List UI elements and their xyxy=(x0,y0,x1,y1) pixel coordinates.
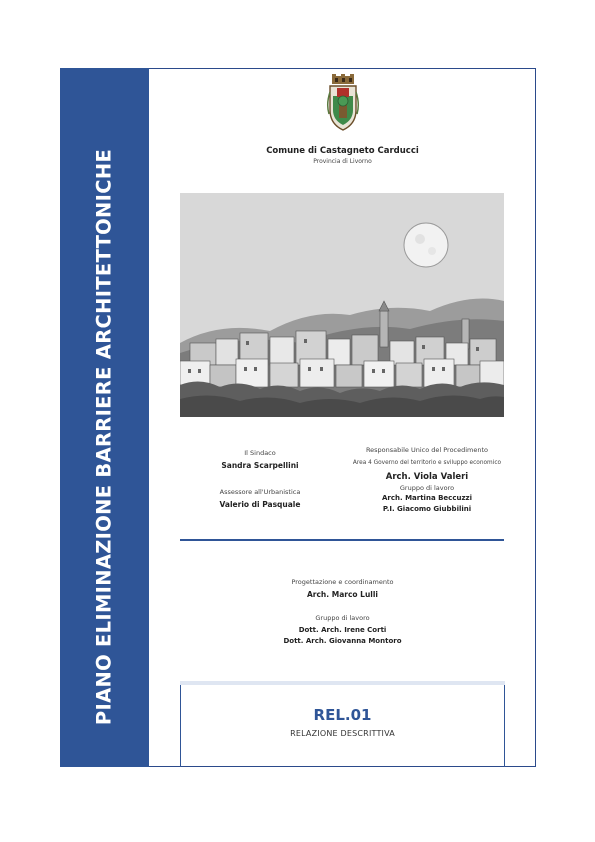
gruppo-role-center: Gruppo di lavoro xyxy=(315,614,370,622)
sindaco-name: Sandra Scarpellini xyxy=(221,461,299,470)
report-title: RELAZIONE DESCRITTIVA xyxy=(290,729,395,738)
responsabile-role: Responsabile Unico del Procedimento xyxy=(365,446,489,454)
gruppo-role-right: Gruppo di lavoro xyxy=(399,484,455,492)
report-box-stripe xyxy=(180,681,505,685)
responsabile-subrole: Area 4 Governo del territorio e sviluppo economico xyxy=(352,460,502,466)
progettazione-role: Progettazione e coordinamento xyxy=(291,578,394,586)
section-divider xyxy=(180,539,504,541)
progettazione-name: Arch. Marco Lulli xyxy=(306,590,378,599)
assessore-name: Valerio di Pasquale xyxy=(219,500,301,509)
document-title: PIANO ELIMINAZIONE BARRIERE ARCHITETTONICHE xyxy=(92,148,116,726)
comune-name: Comune di Castagneto Carducci xyxy=(266,146,419,156)
responsabile-name: Arch. Viola Valeri xyxy=(385,472,469,482)
assessore-role: Assessore all'Urbanistica xyxy=(219,488,301,496)
report-box xyxy=(180,681,505,767)
gruppo-center-member-1: Dott. Arch. Irene Corti xyxy=(298,626,387,634)
report-code: REL.01 xyxy=(313,706,372,724)
gruppo-center-member-2: Dott. Arch. Giovanna Montoro xyxy=(283,637,402,645)
gruppo-member-2: P.I. Giacomo Giubbilini xyxy=(382,505,472,513)
municipal-crest-icon xyxy=(326,74,360,132)
provincia-name: Provincia di Livorno xyxy=(313,158,372,165)
village-illustration xyxy=(180,193,504,417)
sindaco-role: Il Sindaco xyxy=(244,449,276,457)
gruppo-member-1: Arch. Martina Beccuzzi xyxy=(381,494,473,502)
